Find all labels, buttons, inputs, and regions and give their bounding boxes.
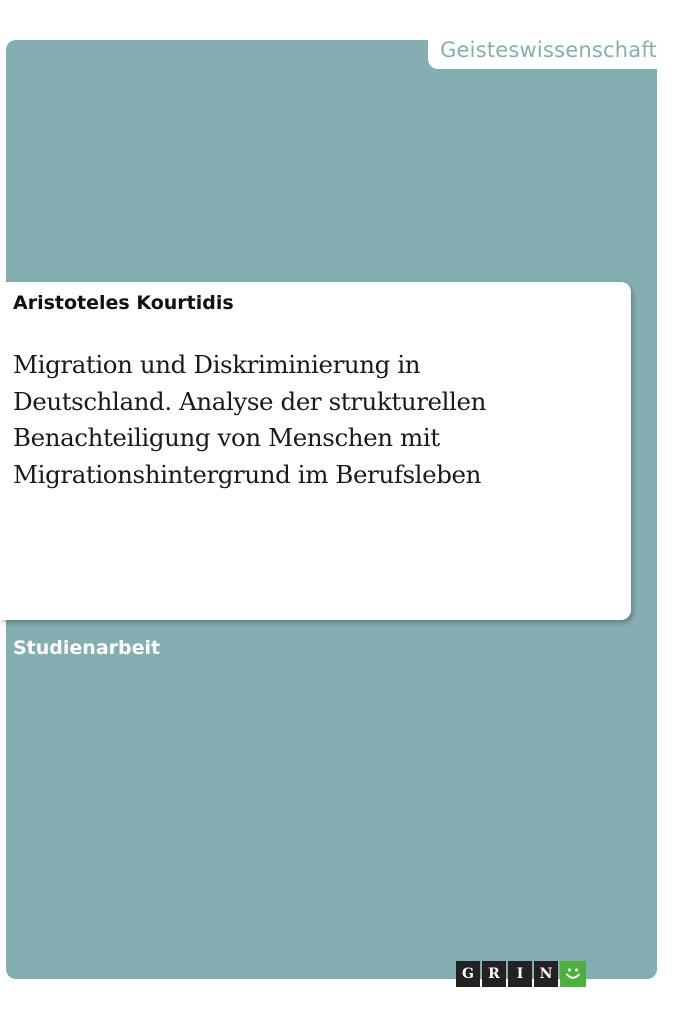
- author-name: Aristoteles Kourtidis: [13, 292, 234, 314]
- logo-letter-i: I: [508, 961, 532, 987]
- title-line: Deutschland. Analyse der strukturellen: [13, 386, 486, 416]
- smiley-icon: [560, 961, 586, 987]
- grin-logo: [456, 961, 586, 987]
- document-type-label: Studienarbeit: [13, 637, 161, 659]
- title-line: Migrationshintergrund im Berufsleben: [13, 459, 481, 489]
- logo-letter-g: G: [456, 961, 480, 987]
- book-title: [13, 347, 613, 493]
- title-line: Benachteiligung von Menschen mit: [13, 423, 440, 452]
- category-label: Geisteswissenschaft: [440, 38, 657, 62]
- logo-letter-r: R: [482, 961, 506, 987]
- title-line: Migration und Diskriminierung in: [13, 350, 421, 379]
- logo-letter-n: N: [534, 961, 558, 987]
